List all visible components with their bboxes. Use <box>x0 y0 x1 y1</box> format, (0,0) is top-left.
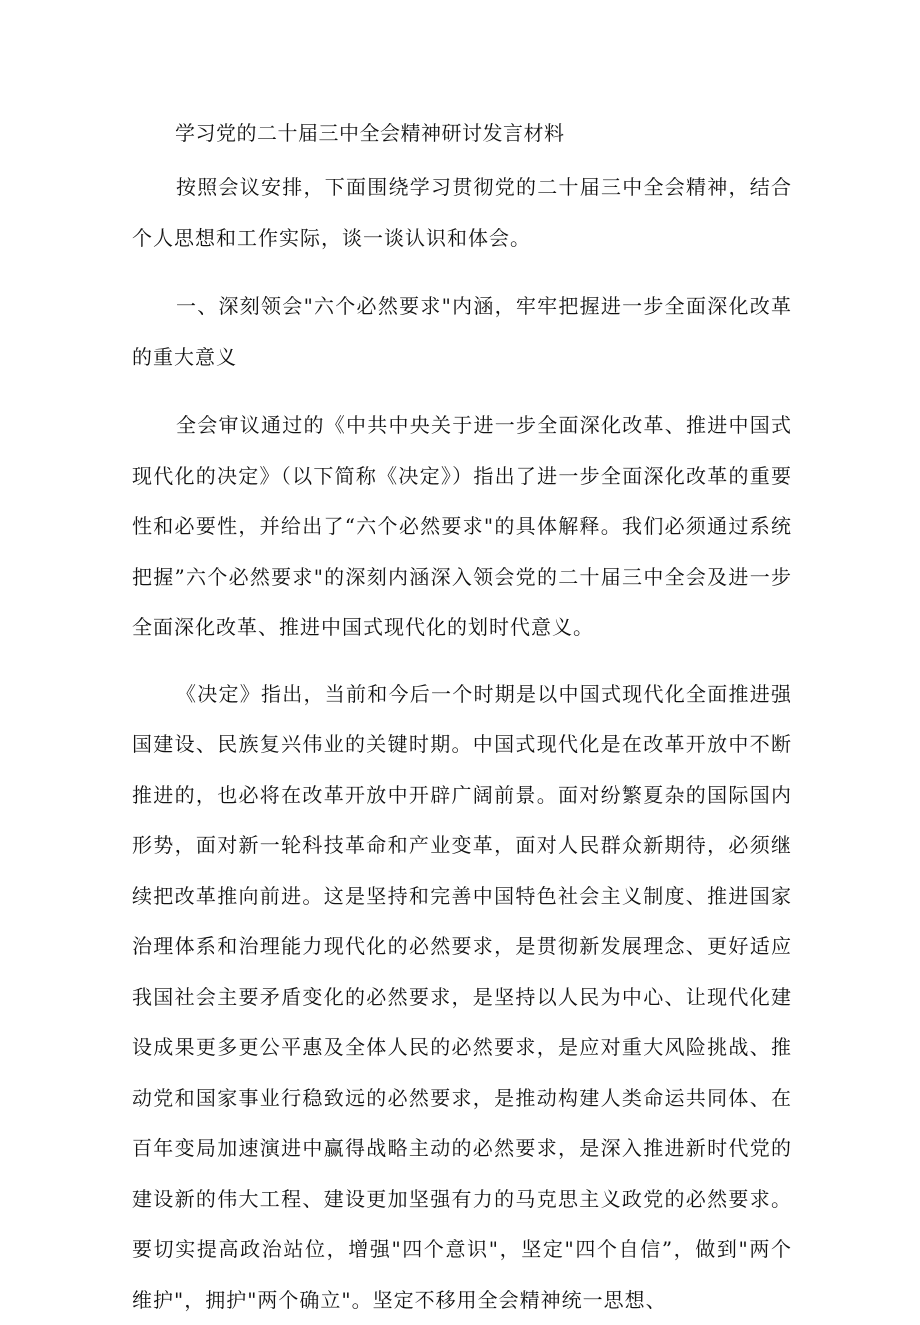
section-heading-1: 一、深刻领会"六个必然要求"内涵，牢牢把握进一步全面深化改革的重大意义 <box>132 281 792 382</box>
body-paragraph-2: 《决定》指出，当前和今后一个时期是以中国式现代化全面推进强国建设、民族复兴伟业的关键时期。中国式现代化是在改革开放中不断推进的，也必将在改革开放中开辟广阔前景。面对纷繁夏杂的国际国内形势，面对新一轮科技革命和产业变革，面对人民群众新期待，必须继续把改革推向前进。这是坚持和完善中国特色社会主义制度、推进国家治理体系和治理能力现代化的必然要求，是贯彻新发展理念、更好适应我国社会主要矛盾变化的必然要求，是坚持以人民为中心、让现代化建设成果更多更公平惠及全体人民的必然要求，是应对重大风险挑战、推动党和国家事业行稳致远的必然要求，是推动构建人类命运共同体、在百年变局加速演进中赢得战略主动的必然要求，是深入推进新时代党的建设新的伟大工程、建设更加坚强有力的马克思主义政党的必然要求。要切实提高政治站位，增强"四个意识"，坚定"四个自信”，做到"两个维护"，拥护"两个确立"。坚定不移用全会精神统一思想、 <box>132 669 792 1325</box>
document-body <box>132 112 792 1325</box>
document-title: 学习党的二十届三中全会精神研讨发言材料 <box>132 112 792 154</box>
body-paragraph-1: 全会审议通过的《中共中央关于进一步全面深化改革、推进中国式现代化的决定》（以下简称《决定》）指出了进一步全面深化改革的重要性和必要性，并给出了“六个必然要求"的具体解释。我们必须通过系统把握”六个必然要求"的深刻内涵深入领会党的二十届三中全会及进一步全面深化改革、推进中国式现代化的划时代意义。 <box>132 400 792 653</box>
intro-paragraph: 按照会议安排，下面围绕学习贯彻党的二十届三中全会精神，结合个人思想和工作实际，谈一谈认识和体会。 <box>132 162 792 263</box>
